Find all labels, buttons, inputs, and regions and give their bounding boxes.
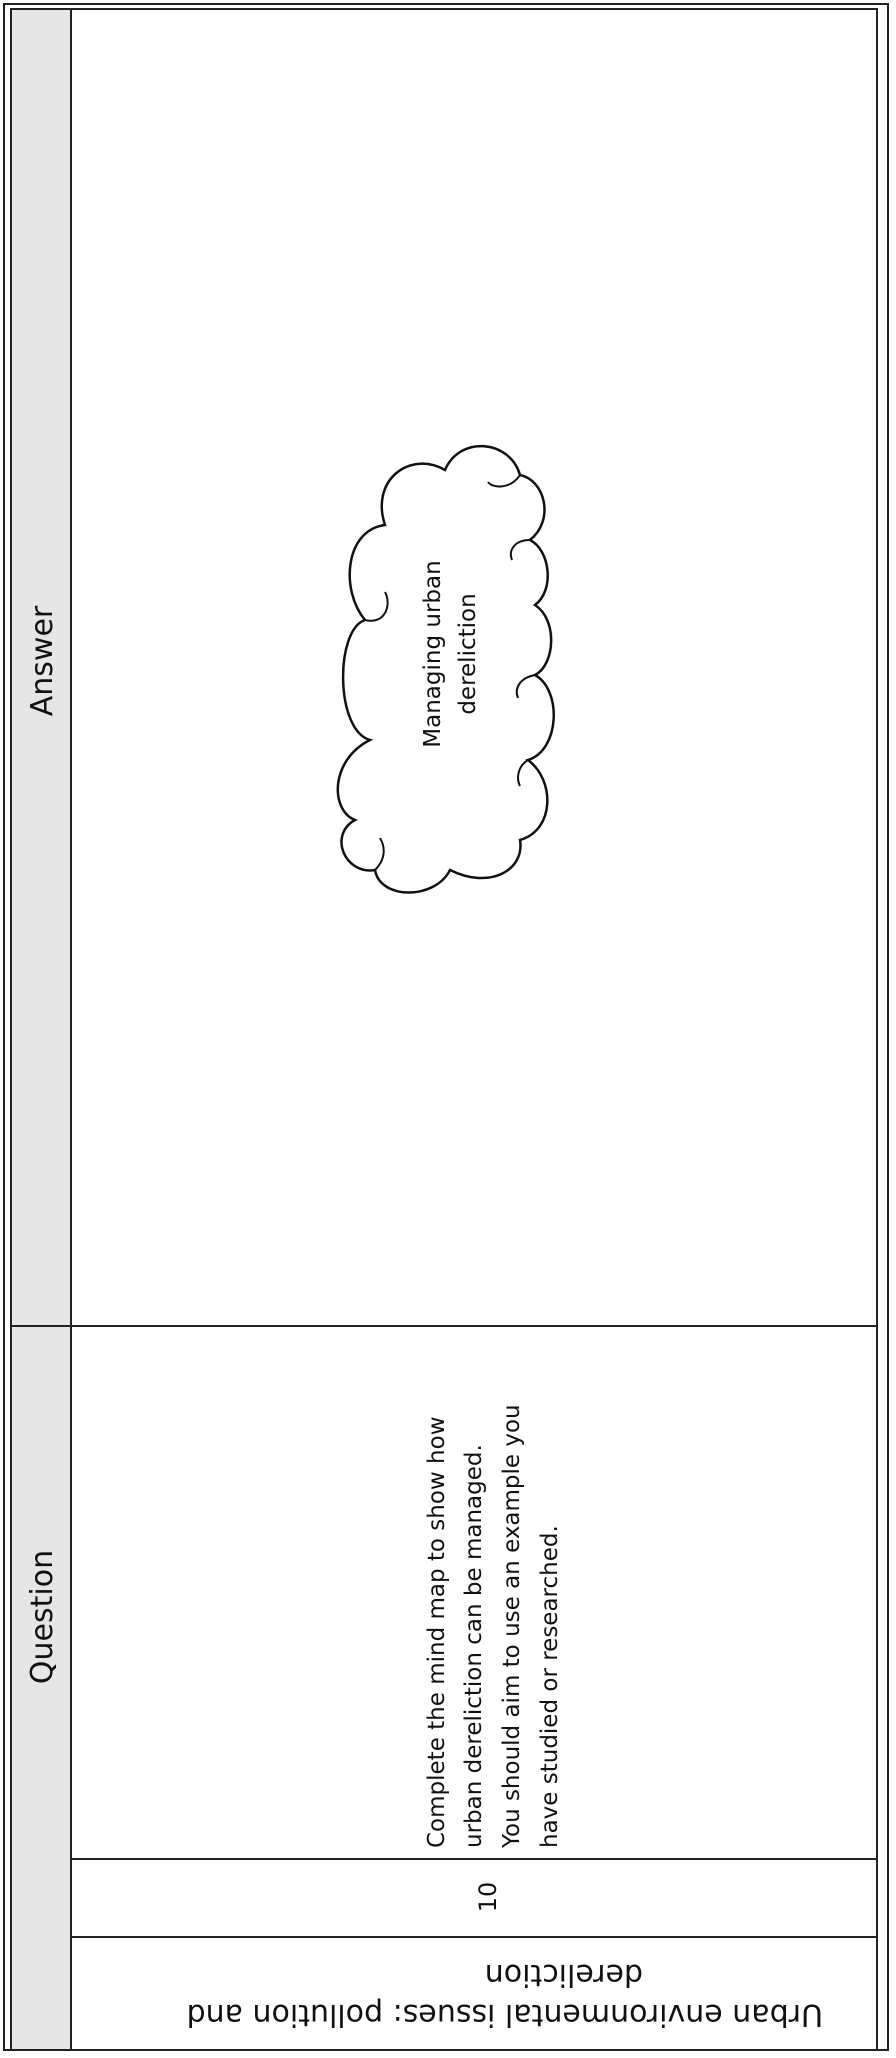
topic-line-1: Urban environmental issues: pollution and [186, 1997, 823, 2032]
topic-cell [98, 1944, 838, 2044]
question-line-2: urban dereliction can be managed. [461, 1444, 487, 1848]
question-line-4: have studied or researched. [537, 1525, 563, 1848]
header-divider [70, 10, 72, 2049]
header-band [12, 10, 70, 2049]
topic-line-2: dereliction [484, 1957, 643, 1992]
question-number: 10 [474, 1881, 502, 1913]
question-answer-divider [10, 1325, 878, 1327]
question-line-3: You should aim to use an example you [499, 1404, 525, 1848]
topic-divider [72, 1936, 878, 1938]
question-line-1: Complete the mind map to show how [424, 1416, 450, 1848]
mind-map-center-line-2: dereliction [455, 593, 481, 715]
number-divider [72, 1858, 878, 1860]
mind-map-center-line-1: Managing urban [420, 560, 446, 748]
question-header: Question [25, 1549, 60, 1685]
answer-header: Answer [25, 605, 60, 717]
